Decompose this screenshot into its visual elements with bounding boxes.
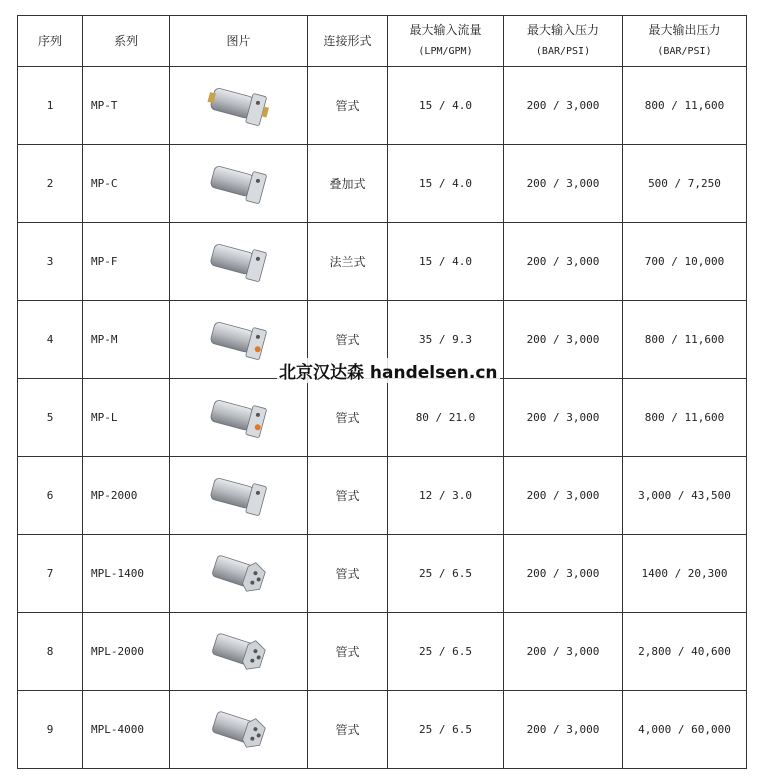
cell-max-input-pressure: 200 / 3,000 bbox=[504, 301, 623, 379]
cell-seq: 7 bbox=[18, 535, 83, 613]
cell-max-input-pressure: 200 / 3,000 bbox=[504, 67, 623, 145]
cell-max-input-pressure: 200 / 3,000 bbox=[504, 691, 623, 769]
cell-max-input-flow: 15 / 4.0 bbox=[388, 145, 504, 223]
cell-series: MPL-2000 bbox=[83, 613, 170, 691]
cell-seq: 4 bbox=[18, 301, 83, 379]
header-max-output-pressure bbox=[623, 16, 747, 67]
table-row bbox=[18, 613, 747, 691]
cell-max-input-flow: 25 / 6.5 bbox=[388, 691, 504, 769]
cell-max-input-pressure: 200 / 3,000 bbox=[504, 145, 623, 223]
pump-mp-2000-image bbox=[204, 514, 274, 527]
cell-connection: 管式 bbox=[308, 613, 388, 691]
header-connection: 连接形式 bbox=[308, 16, 388, 67]
cell-max-input-pressure: 200 / 3,000 bbox=[504, 379, 623, 457]
cell-max-input-flow: 35 / 9.3 bbox=[388, 301, 504, 379]
cell-series: MP-F bbox=[83, 223, 170, 301]
cell-max-input-flow: 25 / 6.5 bbox=[388, 535, 504, 613]
pump-mp-c-image bbox=[204, 202, 274, 215]
cell-max-output-pressure: 4,000 / 60,000 bbox=[623, 691, 747, 769]
table-row bbox=[18, 223, 747, 301]
pump-mp-f-image bbox=[204, 280, 274, 293]
pump-mpl-4000-image bbox=[204, 748, 274, 761]
cell-seq: 1 bbox=[18, 67, 83, 145]
cell-seq: 9 bbox=[18, 691, 83, 769]
cell-series: MP-C bbox=[83, 145, 170, 223]
cell-seq: 2 bbox=[18, 145, 83, 223]
header-max-output-pressure-label: 最大输出压力 bbox=[648, 23, 721, 37]
cell-series: MP-M bbox=[83, 301, 170, 379]
cell-seq: 3 bbox=[18, 223, 83, 301]
header-seq: 序列 bbox=[18, 16, 83, 67]
pump-mpl-2000-image bbox=[204, 670, 274, 683]
cell-max-output-pressure: 800 / 11,600 bbox=[623, 67, 747, 145]
header-max-input-pressure-label: 最大输入压力 bbox=[526, 23, 599, 37]
header-max-input-flow-unit: (LPM/GPM) bbox=[418, 46, 473, 57]
cell-max-input-flow: 25 / 6.5 bbox=[388, 613, 504, 691]
cell-series: MPL-4000 bbox=[83, 691, 170, 769]
header-max-input-pressure-unit: (BAR/PSI) bbox=[535, 46, 591, 57]
cell-seq: 8 bbox=[18, 613, 83, 691]
cell-image bbox=[170, 613, 308, 691]
cell-max-input-flow: 15 / 4.0 bbox=[388, 223, 504, 301]
cell-connection: 法兰式 bbox=[308, 223, 388, 301]
header-max-input-flow bbox=[388, 16, 504, 67]
cell-series: MP-2000 bbox=[83, 457, 170, 535]
watermark-text: 北京汉达森 handelsen.cn bbox=[277, 358, 500, 383]
cell-series: MP-T bbox=[83, 67, 170, 145]
table-body bbox=[18, 67, 747, 769]
cell-max-output-pressure: 1400 / 20,300 bbox=[623, 535, 747, 613]
pump-mp-m-image bbox=[204, 358, 274, 371]
cell-series: MP-L bbox=[83, 379, 170, 457]
header-image: 图片 bbox=[170, 16, 308, 67]
cell-image bbox=[170, 691, 308, 769]
cell-seq: 6 bbox=[18, 457, 83, 535]
pump-mp-t-image bbox=[204, 124, 274, 137]
cell-image bbox=[170, 67, 308, 145]
cell-max-input-pressure: 200 / 3,000 bbox=[504, 223, 623, 301]
cell-max-output-pressure: 2,800 / 40,600 bbox=[623, 613, 747, 691]
cell-connection: 管式 bbox=[308, 691, 388, 769]
cell-connection: 管式 bbox=[308, 535, 388, 613]
cell-max-input-flow: 12 / 3.0 bbox=[388, 457, 504, 535]
table-row bbox=[18, 457, 747, 535]
cell-max-input-pressure: 200 / 3,000 bbox=[504, 613, 623, 691]
cell-max-output-pressure: 800 / 11,600 bbox=[623, 379, 747, 457]
header-max-output-pressure-unit: (BAR/PSI) bbox=[657, 46, 712, 57]
pump-mp-l-image bbox=[204, 436, 274, 449]
header-row bbox=[18, 16, 747, 67]
cell-connection: 管式 bbox=[308, 301, 388, 379]
table-row bbox=[18, 67, 747, 145]
pump-spec-table bbox=[17, 15, 747, 769]
table-row bbox=[18, 145, 747, 223]
table-row bbox=[18, 379, 747, 457]
table-row bbox=[18, 535, 747, 613]
header-max-input-flow-label: 最大输入流量 bbox=[409, 23, 482, 37]
cell-connection: 叠加式 bbox=[308, 145, 388, 223]
cell-max-input-pressure: 200 / 3,000 bbox=[504, 457, 623, 535]
cell-seq: 5 bbox=[18, 379, 83, 457]
pump-mpl-1400-image bbox=[204, 592, 274, 605]
cell-max-input-pressure: 200 / 3,000 bbox=[504, 535, 623, 613]
cell-max-output-pressure: 3,000 / 43,500 bbox=[623, 457, 747, 535]
table-header bbox=[18, 16, 747, 67]
cell-max-output-pressure: 700 / 10,000 bbox=[623, 223, 747, 301]
cell-image bbox=[170, 145, 308, 223]
cell-connection: 管式 bbox=[308, 67, 388, 145]
header-series: 系列 bbox=[83, 16, 170, 67]
header-max-input-pressure bbox=[504, 16, 623, 67]
cell-image bbox=[170, 457, 308, 535]
cell-max-output-pressure: 800 / 11,600 bbox=[623, 301, 747, 379]
table-row bbox=[18, 691, 747, 769]
cell-max-input-flow: 80 / 21.0 bbox=[388, 379, 504, 457]
cell-connection: 管式 bbox=[308, 379, 388, 457]
cell-max-input-flow: 15 / 4.0 bbox=[388, 67, 504, 145]
cell-connection: 管式 bbox=[308, 457, 388, 535]
cell-image bbox=[170, 379, 308, 457]
cell-image bbox=[170, 223, 308, 301]
cell-series: MPL-1400 bbox=[83, 535, 170, 613]
cell-max-output-pressure: 500 / 7,250 bbox=[623, 145, 747, 223]
cell-image bbox=[170, 535, 308, 613]
